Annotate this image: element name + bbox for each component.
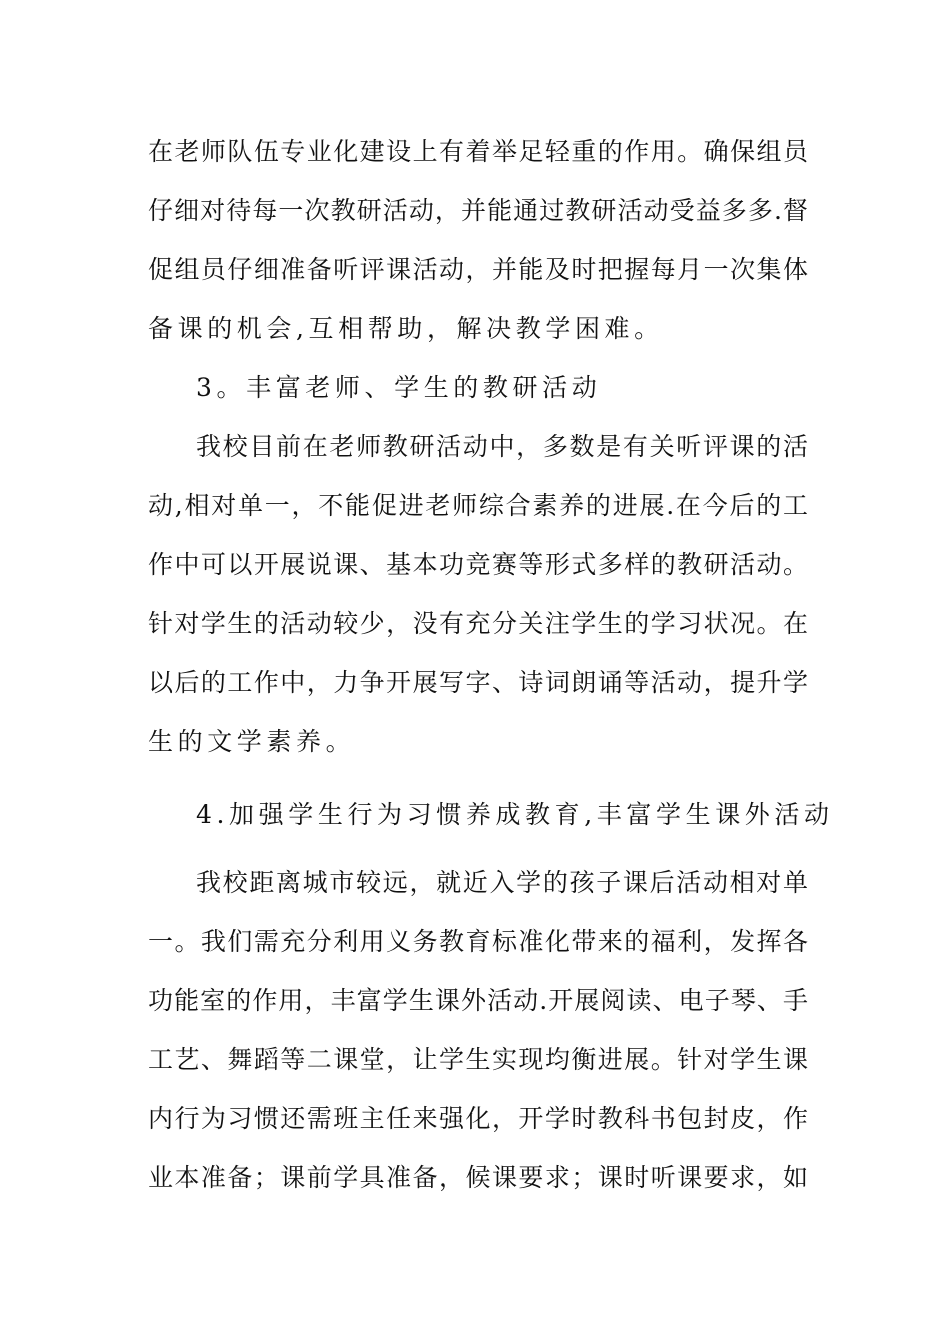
section-heading-3: 3。丰富老师、学生的教研活动 [196, 373, 602, 402]
paragraph-line: 在老师队伍专业化建设上有着举足轻重的作用。确保组员 [148, 137, 808, 166]
paragraph-line: 功能室的作用，丰富学生课外活动.开展阅读、电子琴、手 [148, 986, 808, 1015]
paragraph-line: 仔细对待每一次教研活动，并能通过教研活动受益多多.督 [148, 196, 808, 225]
paragraph-line: 作中可以开展说课、基本功竞赛等形式多样的教研活动。 [148, 550, 808, 579]
paragraph-line: 备课的机会,互相帮助，解决教学困难。 [148, 314, 664, 343]
paragraph-line: 以后的工作中，力争开展写字、诗词朗诵等活动，提升学 [148, 668, 808, 697]
paragraph-line: 我校目前在老师教研活动中，多数是有关听评课的活 [196, 432, 808, 461]
paragraph-line: 内行为习惯还需班主任来强化，开学时教科书包封皮，作 [148, 1104, 808, 1133]
paragraph-line: 动,相对单一，不能促进老师综合素养的进展.在今后的工 [148, 491, 808, 520]
paragraph-line: 我校距离城市较远，就近入学的孩子课后活动相对单 [196, 868, 808, 897]
section-heading-4: 4.加强学生行为习惯养成教育,丰富学生课外活动 [196, 800, 834, 829]
paragraph-line: 业本准备；课前学具准备，候课要求；课时听课要求，如 [148, 1163, 808, 1192]
paragraph-line: 一。我们需充分利用义务教育标准化带来的福利，发挥各 [148, 927, 808, 956]
paragraph-line: 生的文学素养。 [148, 727, 356, 756]
paragraph-line: 针对学生的活动较少，没有充分关注学生的学习状况。在 [148, 609, 808, 638]
paragraph-line: 促组员仔细准备听评课活动，并能及时把握每月一次集体 [148, 255, 808, 284]
paragraph-line: 工艺、舞蹈等二课堂，让学生实现均衡进展。针对学生课 [148, 1045, 808, 1074]
